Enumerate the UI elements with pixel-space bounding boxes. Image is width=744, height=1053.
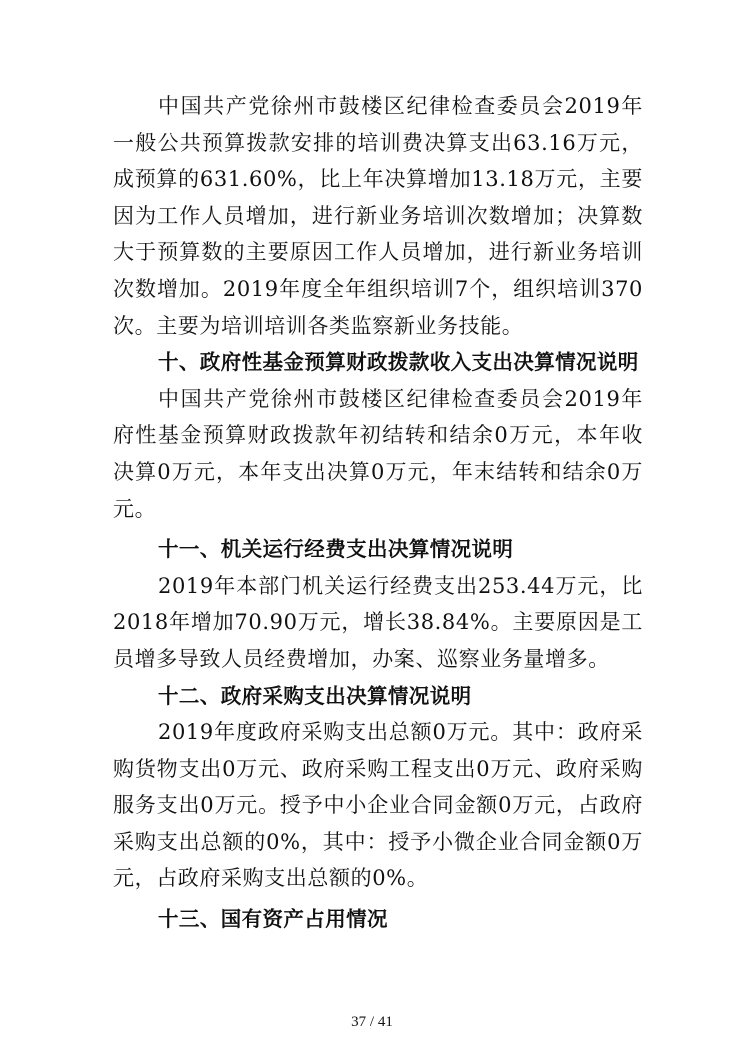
text-line: 员增多导致人员经费增加，办案、巡察业务量增多。 [113, 646, 610, 671]
text-line: 元。 [113, 496, 157, 521]
page-number: 37 / 41 [351, 1014, 393, 1030]
text-line: 中国共产党徐州市鼓楼区纪律检查委员会2019年 [158, 386, 643, 411]
text-line: 服务支出0万元。授予中小企业合同金额0万元，占政府 [113, 793, 643, 818]
text-line: 2019年本部门机关运行经费支出253.44万元，比 [158, 573, 643, 598]
text-line: 决算0万元，本年支出决算0万元，年末结转和结余0万 [113, 459, 643, 484]
paragraph-operating-expenses [113, 568, 643, 678]
text-line: 采购支出总额的0%，其中：授予小微企业合同金额0万 [113, 829, 643, 854]
text-line: 次数增加。2019年度全年组织培训7个，组织培训370 [113, 276, 643, 301]
section-heading-11: 十一、机关运行经费支出决算情况说明 [158, 537, 514, 562]
text-line: 次。主要为培训培训各类监察新业务技能。 [113, 313, 524, 338]
paragraph-procurement [113, 714, 643, 897]
text-line: 成预算的631.60%，比上年决算增加13.18万元，主要 [113, 167, 643, 192]
text-line: 因为工作人员增加，进行新业务培训次数增加；决算数 [113, 203, 643, 228]
paragraph-government-fund [113, 381, 643, 527]
paragraph-training-cost [113, 88, 643, 344]
text-line: 元，占政府采购支出总额的0%。 [113, 866, 429, 891]
section-heading-12: 十二、政府采购支出决算情况说明 [158, 683, 472, 708]
page-content [113, 88, 643, 938]
text-line: 2019年度政府采购支出总额0万元。其中：政府采 [158, 720, 643, 745]
text-line: 府性基金预算财政拨款年初结转和结余0万元，本年收 [113, 423, 643, 448]
text-line: 中国共产党徐州市鼓楼区纪律检查委员会2019年 [158, 94, 643, 118]
section-heading-13: 十三、国有资产占用情况 [158, 907, 388, 932]
text-line: 2018年增加70.90万元，增长38.84%。主要原因是工 [113, 610, 643, 635]
section-heading-10: 十、政府性基金预算财政拨款收入支出决算情况说明 [158, 350, 639, 375]
text-line: 大于预算数的主要原因工作人员增加，进行新业务培训 [113, 240, 643, 265]
text-line: 一般公共预算拨款安排的培训费决算支出63.16万元， [113, 130, 643, 155]
text-line: 购货物支出0万元、政府采购工程支出0万元、政府采购 [113, 756, 643, 781]
